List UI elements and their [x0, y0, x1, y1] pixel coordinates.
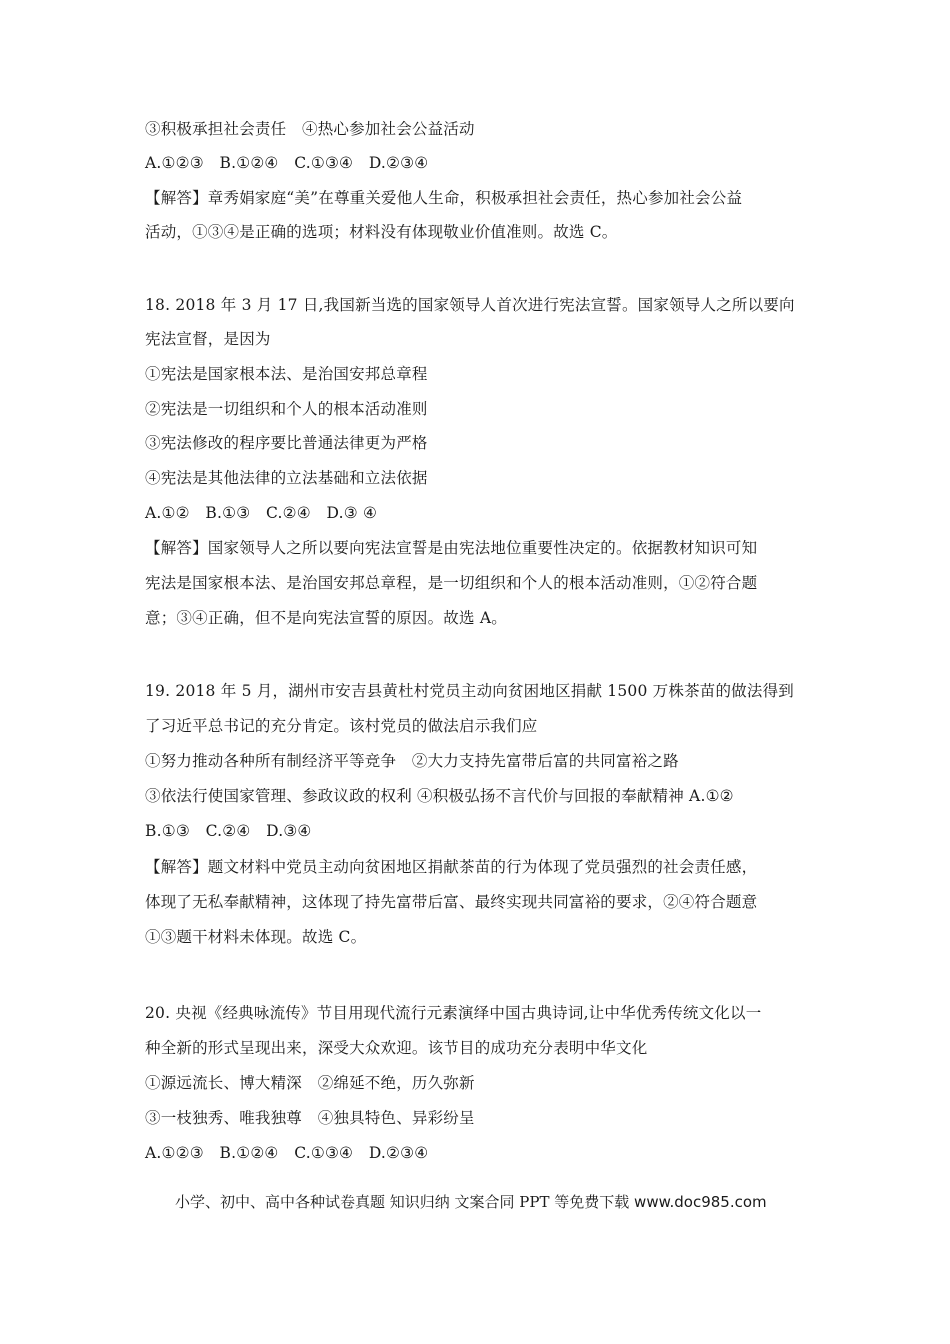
q19-answer-line-3: ①③题干材料未体现。故选 C。: [145, 928, 367, 946]
q18-answer-line-3: 意；③④正确，但不是向宪法宣誓的原因。故选 A。: [145, 609, 507, 627]
q18-option-1: ①宪法是国家根本法、是治国安邦总章程: [145, 365, 428, 383]
footer-text: 小学、初中、高中各种试卷真题 知识归纳 文案合同 PPT 等免费下载: [175, 1193, 635, 1211]
q18-choices: A.①② B.①③ C.②④ D.③ ④: [145, 504, 378, 522]
q17-answer-line-2: 活动，①③④是正确的选项；材料没有体现敬业价值准则。故选 C。: [145, 223, 618, 241]
q19-options-1-2: ①努力推动各种所有制经济平等竞争 ②大力支持先富带后富的共同富裕之路: [145, 752, 679, 770]
q19-stem-line-1: 19. 2018 年 5 月，湖州市安吉县黄杜村党员主动向贫困地区捐献 1500 万株茶苗的做法得到: [145, 682, 794, 700]
q19-answer-line-2: 体现了无私奉献精神，这体现了持先富带后富、最终实现共同富裕的要求，②④符合题意: [145, 893, 758, 911]
q17-options-3-4: ③积极承担社会责任 ④热心参加社会公益活动: [145, 120, 475, 138]
q20-choices: A.①②③ B.①②④ C.①③④ D.②③④: [145, 1144, 429, 1162]
q18-option-4: ④宪法是其他法律的立法基础和立法依据: [145, 469, 428, 487]
footer-url-link[interactable]: www.doc985.com: [634, 1193, 767, 1211]
q18-answer-line-1: 【解答】国家领导人之所以要向宪法宣誓是由宪法地位重要性决定的。依据教材知识可知: [145, 539, 758, 557]
q20-options-1-2: ①源远流长、博大精深 ②绵延不绝，历久弥新: [145, 1074, 475, 1092]
q19-answer-line-1: 【解答】题文材料中党员主动向贫困地区捐献茶苗的行为体现了党员强烈的社会责任感，: [145, 858, 758, 876]
q18-option-3: ③宪法修改的程序要比普通法律更为严格: [145, 434, 428, 452]
q18-stem-line-2: 宪法宣督，是因为: [145, 330, 271, 348]
q20-stem-line-2: 种全新的形式呈现出来，深受大众欢迎。该节目的成功充分表明中华文化: [145, 1039, 648, 1057]
q20-options-3-4: ③一枝独秀、唯我独尊 ④独具特色、异彩纷呈: [145, 1109, 475, 1127]
q18-stem-line-1: 18. 2018 年 3 月 17 日,我国新当选的国家领导人首次进行宪法宣誓。国家领导人之所以要向: [145, 296, 795, 314]
q17-choices: A.①②③ B.①②④ C.①③④ D.②③④: [145, 154, 429, 172]
q18-answer-line-2: 宪法是国家根本法、是治国安邦总章程，是一切组织和个人的根本活动准则，①②符合题: [145, 574, 758, 592]
q18-option-2: ②宪法是一切组织和个人的根本活动准则: [145, 400, 428, 418]
q19-choices: B.①③ C.②④ D.③④: [145, 822, 312, 840]
page-footer: [175, 1192, 767, 1212]
q20-stem-line-1: 20. 央视《经典咏流传》节目用现代流行元素演绎中国古典诗词,让中华优秀传统文化以一: [145, 1004, 762, 1022]
q19-stem-line-2: 了习近平总书记的充分肯定。该村党员的做法启示我们应: [145, 717, 538, 735]
q19-options-3-4: ③依法行使国家管理、参政议政的权利 ④积极弘扬不言代价与回报的奉献精神 A.①②: [145, 787, 734, 805]
q17-answer-line-1: 【解答】章秀娟家庭“美”在尊重关爱他人生命，积极承担社会责任，热心参加社会公益: [145, 189, 743, 207]
